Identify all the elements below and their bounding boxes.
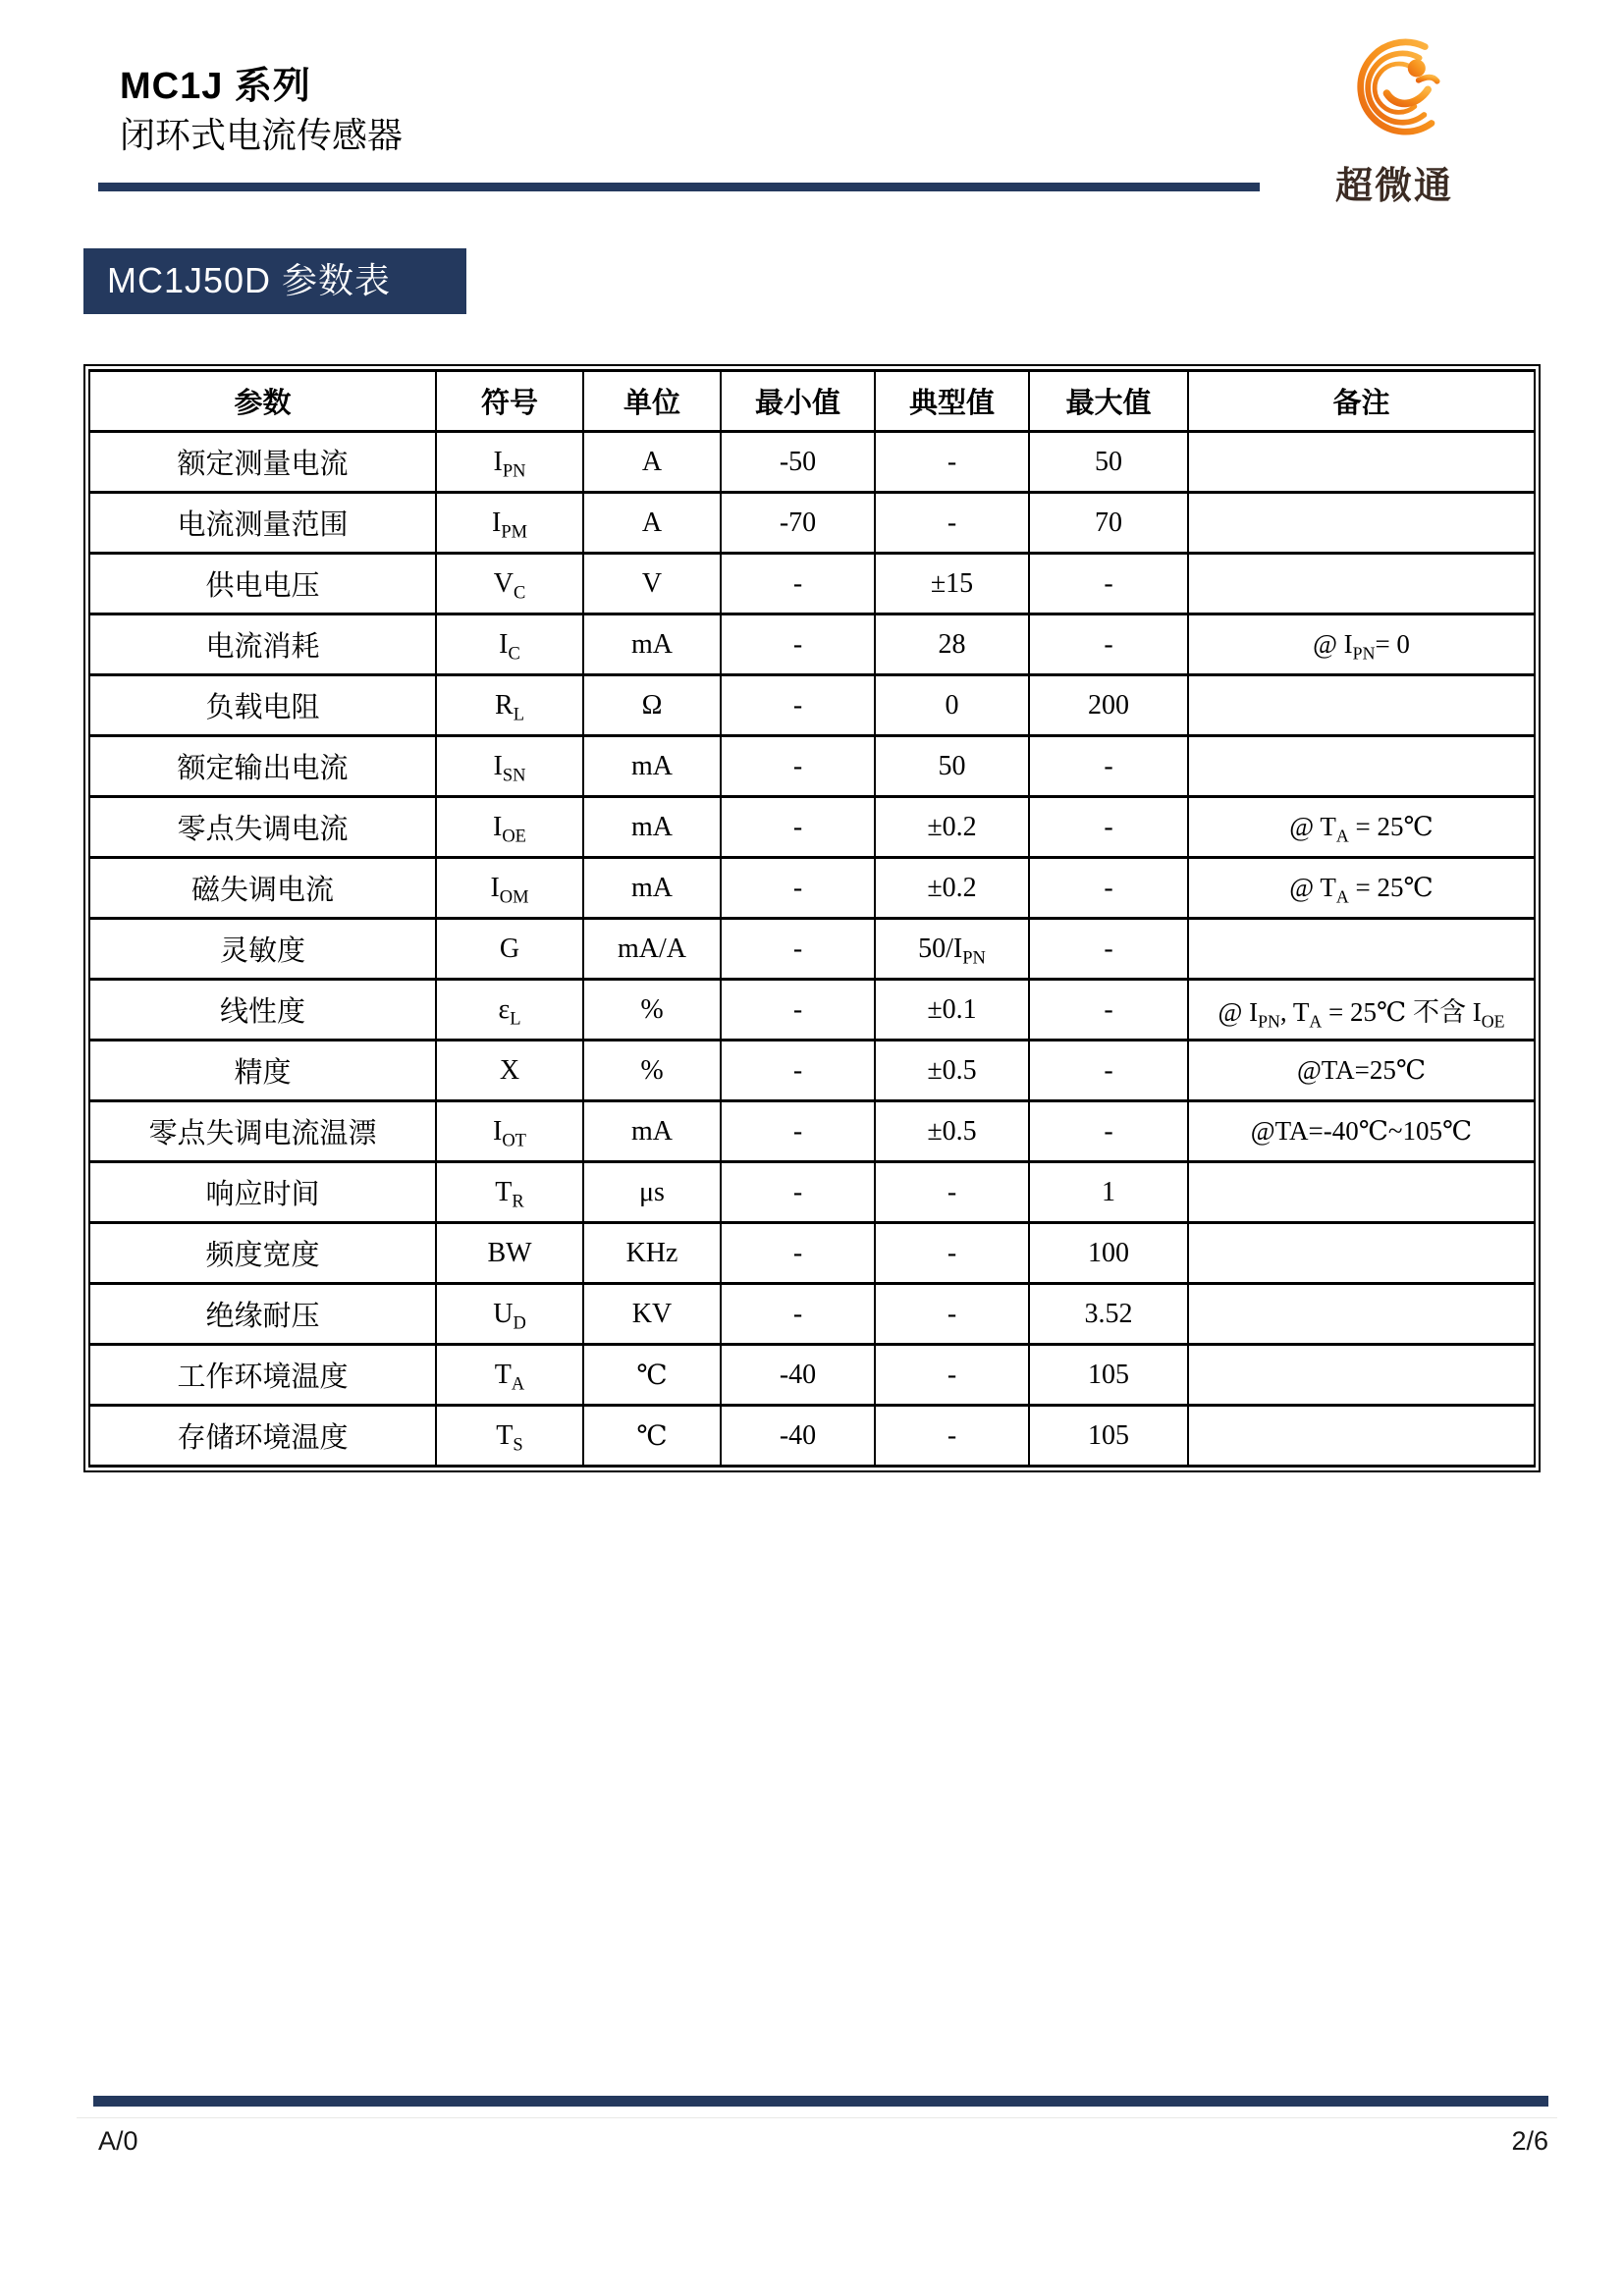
section-title: MC1J50D 参数表 <box>107 260 392 300</box>
cell-remark <box>1188 1162 1535 1223</box>
parameter-table-wrap <box>83 364 1541 1472</box>
cell-param: 精度 <box>89 1041 436 1101</box>
cell-typ: ±0.2 <box>875 797 1029 858</box>
cell-remark: @ $I_{PN}= 0$ <box>1188 614 1535 675</box>
cell-typ: 0 <box>875 675 1029 736</box>
cell-param: 负载电阻 <box>89 675 436 736</box>
cell-unit: mA/A <box>583 919 721 980</box>
table-row <box>89 919 1535 980</box>
cell-remark <box>1188 736 1535 797</box>
cell-sym: $I_C$ <box>436 614 583 675</box>
cell-param: 电流消耗 <box>89 614 436 675</box>
cell-param: 额定输出电流 <box>89 736 436 797</box>
cell-max: 100 <box>1029 1223 1188 1284</box>
cell-typ: - <box>875 1223 1029 1284</box>
logo-text: 超微通 <box>1334 166 1453 207</box>
cell-typ: - <box>875 432 1029 493</box>
table-header-row <box>89 371 1535 432</box>
cell-remark <box>1188 1223 1535 1284</box>
cell-sym: $T_A$ <box>436 1345 583 1406</box>
cell-remark: @TA=-40℃~105℃ <box>1188 1101 1535 1162</box>
cell-max: - <box>1029 858 1188 919</box>
footer-rule <box>93 2096 1548 2107</box>
cell-typ: ±15 <box>875 554 1029 614</box>
cell-param: 响应时间 <box>89 1162 436 1223</box>
parameter-table <box>88 369 1536 1468</box>
cell-unit: ℃ <box>583 1406 721 1467</box>
cell-min: - <box>721 919 875 980</box>
table-row <box>89 797 1535 858</box>
table-row <box>89 432 1535 493</box>
cell-sym: $V_C$ <box>436 554 583 614</box>
cell-min: -70 <box>721 493 875 554</box>
swirl-logo-icon <box>1327 37 1461 153</box>
cell-min: -40 <box>721 1345 875 1406</box>
column-header-param: 参数 <box>89 371 436 432</box>
cell-unit: V <box>583 554 721 614</box>
table-row <box>89 675 1535 736</box>
cell-param: 供电电压 <box>89 554 436 614</box>
column-header-typ: 典型值 <box>875 371 1029 432</box>
cell-unit: Ω <box>583 675 721 736</box>
cell-remark: @ $I_{PN}$, $T_A$ = 25℃ 不含 $I_{OE}$ <box>1188 980 1535 1041</box>
cell-unit: μs <box>583 1162 721 1223</box>
column-header-min: 最小值 <box>721 371 875 432</box>
page-number: 2/6 <box>1511 2126 1548 2156</box>
cell-typ: ±0.2 <box>875 858 1029 919</box>
cell-unit: mA <box>583 736 721 797</box>
cell-max: - <box>1029 554 1188 614</box>
cell-max: - <box>1029 797 1188 858</box>
column-header-remark: 备注 <box>1188 371 1535 432</box>
cell-unit: mA <box>583 858 721 919</box>
table-row <box>89 1223 1535 1284</box>
cell-max: 50 <box>1029 432 1188 493</box>
table-row <box>89 1345 1535 1406</box>
cell-remark <box>1188 1284 1535 1345</box>
cell-max: 1 <box>1029 1162 1188 1223</box>
cell-sym: $\varepsilon_L$ <box>436 980 583 1041</box>
cell-max: - <box>1029 736 1188 797</box>
cell-remark: @ $T_A$ = 25℃ <box>1188 797 1535 858</box>
table-row <box>89 614 1535 675</box>
cell-max: 200 <box>1029 675 1188 736</box>
cell-remark <box>1188 1406 1535 1467</box>
table-row <box>89 554 1535 614</box>
cell-min: - <box>721 1162 875 1223</box>
cell-sym: $I_{OM}$ <box>436 858 583 919</box>
section-title-bar <box>83 248 466 314</box>
cell-sym: X <box>436 1041 583 1101</box>
table-row <box>89 493 1535 554</box>
cell-typ: - <box>875 493 1029 554</box>
cell-unit: ℃ <box>583 1345 721 1406</box>
revision-label: A/0 <box>98 2126 138 2156</box>
page-subtitle: 闭环式电流传感器 <box>120 115 404 155</box>
cell-remark <box>1188 493 1535 554</box>
cell-unit: KHz <box>583 1223 721 1284</box>
cell-min: - <box>721 1223 875 1284</box>
table-row <box>89 1284 1535 1345</box>
cell-min: - <box>721 675 875 736</box>
table-row <box>89 980 1535 1041</box>
cell-unit: mA <box>583 1101 721 1162</box>
table-row <box>89 1406 1535 1467</box>
cell-typ: 28 <box>875 614 1029 675</box>
footer-hairline <box>77 2117 1557 2118</box>
cell-typ: - <box>875 1162 1029 1223</box>
header-rule <box>98 183 1260 191</box>
cell-param: 工作环境温度 <box>89 1345 436 1406</box>
cell-param: 存储环境温度 <box>89 1406 436 1467</box>
column-header-sym: 符号 <box>436 371 583 432</box>
cell-sym: $U_D$ <box>436 1284 583 1345</box>
cell-param: 绝缘耐压 <box>89 1284 436 1345</box>
table-row <box>89 1162 1535 1223</box>
cell-min: - <box>721 736 875 797</box>
cell-unit: % <box>583 1041 721 1101</box>
cell-typ: $50/I_{PN}$ <box>875 919 1029 980</box>
cell-sym: $I_{OT}$ <box>436 1101 583 1162</box>
cell-param: 零点失调电流 <box>89 797 436 858</box>
cell-param: 磁失调电流 <box>89 858 436 919</box>
cell-sym: $I_{OE}$ <box>436 797 583 858</box>
cell-sym: $T_R$ <box>436 1162 583 1223</box>
cell-unit: A <box>583 493 721 554</box>
cell-max: 105 <box>1029 1345 1188 1406</box>
cell-typ: - <box>875 1406 1029 1467</box>
cell-min: - <box>721 1101 875 1162</box>
cell-unit: % <box>583 980 721 1041</box>
cell-remark <box>1188 919 1535 980</box>
cell-max: - <box>1029 1041 1188 1101</box>
cell-param: 灵敏度 <box>89 919 436 980</box>
cell-min: - <box>721 614 875 675</box>
cell-sym: $I_{SN}$ <box>436 736 583 797</box>
cell-unit: A <box>583 432 721 493</box>
table-row <box>89 1041 1535 1101</box>
cell-max: - <box>1029 919 1188 980</box>
cell-typ: ±0.5 <box>875 1101 1029 1162</box>
cell-min: -50 <box>721 432 875 493</box>
company-logo <box>1327 37 1461 209</box>
cell-max: - <box>1029 980 1188 1041</box>
cell-param: 零点失调电流温漂 <box>89 1101 436 1162</box>
cell-min: - <box>721 980 875 1041</box>
cell-typ: ±0.5 <box>875 1041 1029 1101</box>
page-title: MC1J 系列 <box>120 66 311 107</box>
cell-param: 线性度 <box>89 980 436 1041</box>
cell-typ: - <box>875 1284 1029 1345</box>
cell-sym: BW <box>436 1223 583 1284</box>
cell-min: - <box>721 1041 875 1101</box>
cell-remark: @TA=25℃ <box>1188 1041 1535 1101</box>
column-header-unit: 单位 <box>583 371 721 432</box>
cell-typ: 50 <box>875 736 1029 797</box>
cell-sym: $R_L$ <box>436 675 583 736</box>
table-row <box>89 1101 1535 1162</box>
table-row <box>89 858 1535 919</box>
cell-max: - <box>1029 614 1188 675</box>
column-header-max: 最大值 <box>1029 371 1188 432</box>
cell-unit: KV <box>583 1284 721 1345</box>
cell-remark <box>1188 1345 1535 1406</box>
cell-sym: $I_{PN}$ <box>436 432 583 493</box>
cell-param: 额定测量电流 <box>89 432 436 493</box>
cell-remark <box>1188 554 1535 614</box>
table-row <box>89 736 1535 797</box>
cell-typ: - <box>875 1345 1029 1406</box>
cell-min: - <box>721 797 875 858</box>
cell-min: - <box>721 858 875 919</box>
cell-max: 3.52 <box>1029 1284 1188 1345</box>
cell-remark <box>1188 432 1535 493</box>
cell-max: - <box>1029 1101 1188 1162</box>
cell-remark <box>1188 675 1535 736</box>
cell-unit: mA <box>583 614 721 675</box>
cell-sym: G <box>436 919 583 980</box>
cell-typ: ±0.1 <box>875 980 1029 1041</box>
cell-unit: mA <box>583 797 721 858</box>
cell-remark: @ $T_A$ = 25℃ <box>1188 858 1535 919</box>
cell-max: 70 <box>1029 493 1188 554</box>
cell-min: - <box>721 554 875 614</box>
cell-sym: $T_S$ <box>436 1406 583 1467</box>
cell-min: - <box>721 1284 875 1345</box>
cell-max: 105 <box>1029 1406 1188 1467</box>
cell-param: 电流测量范围 <box>89 493 436 554</box>
cell-min: -40 <box>721 1406 875 1467</box>
cell-sym: $I_{PM}$ <box>436 493 583 554</box>
cell-param: 频度宽度 <box>89 1223 436 1284</box>
